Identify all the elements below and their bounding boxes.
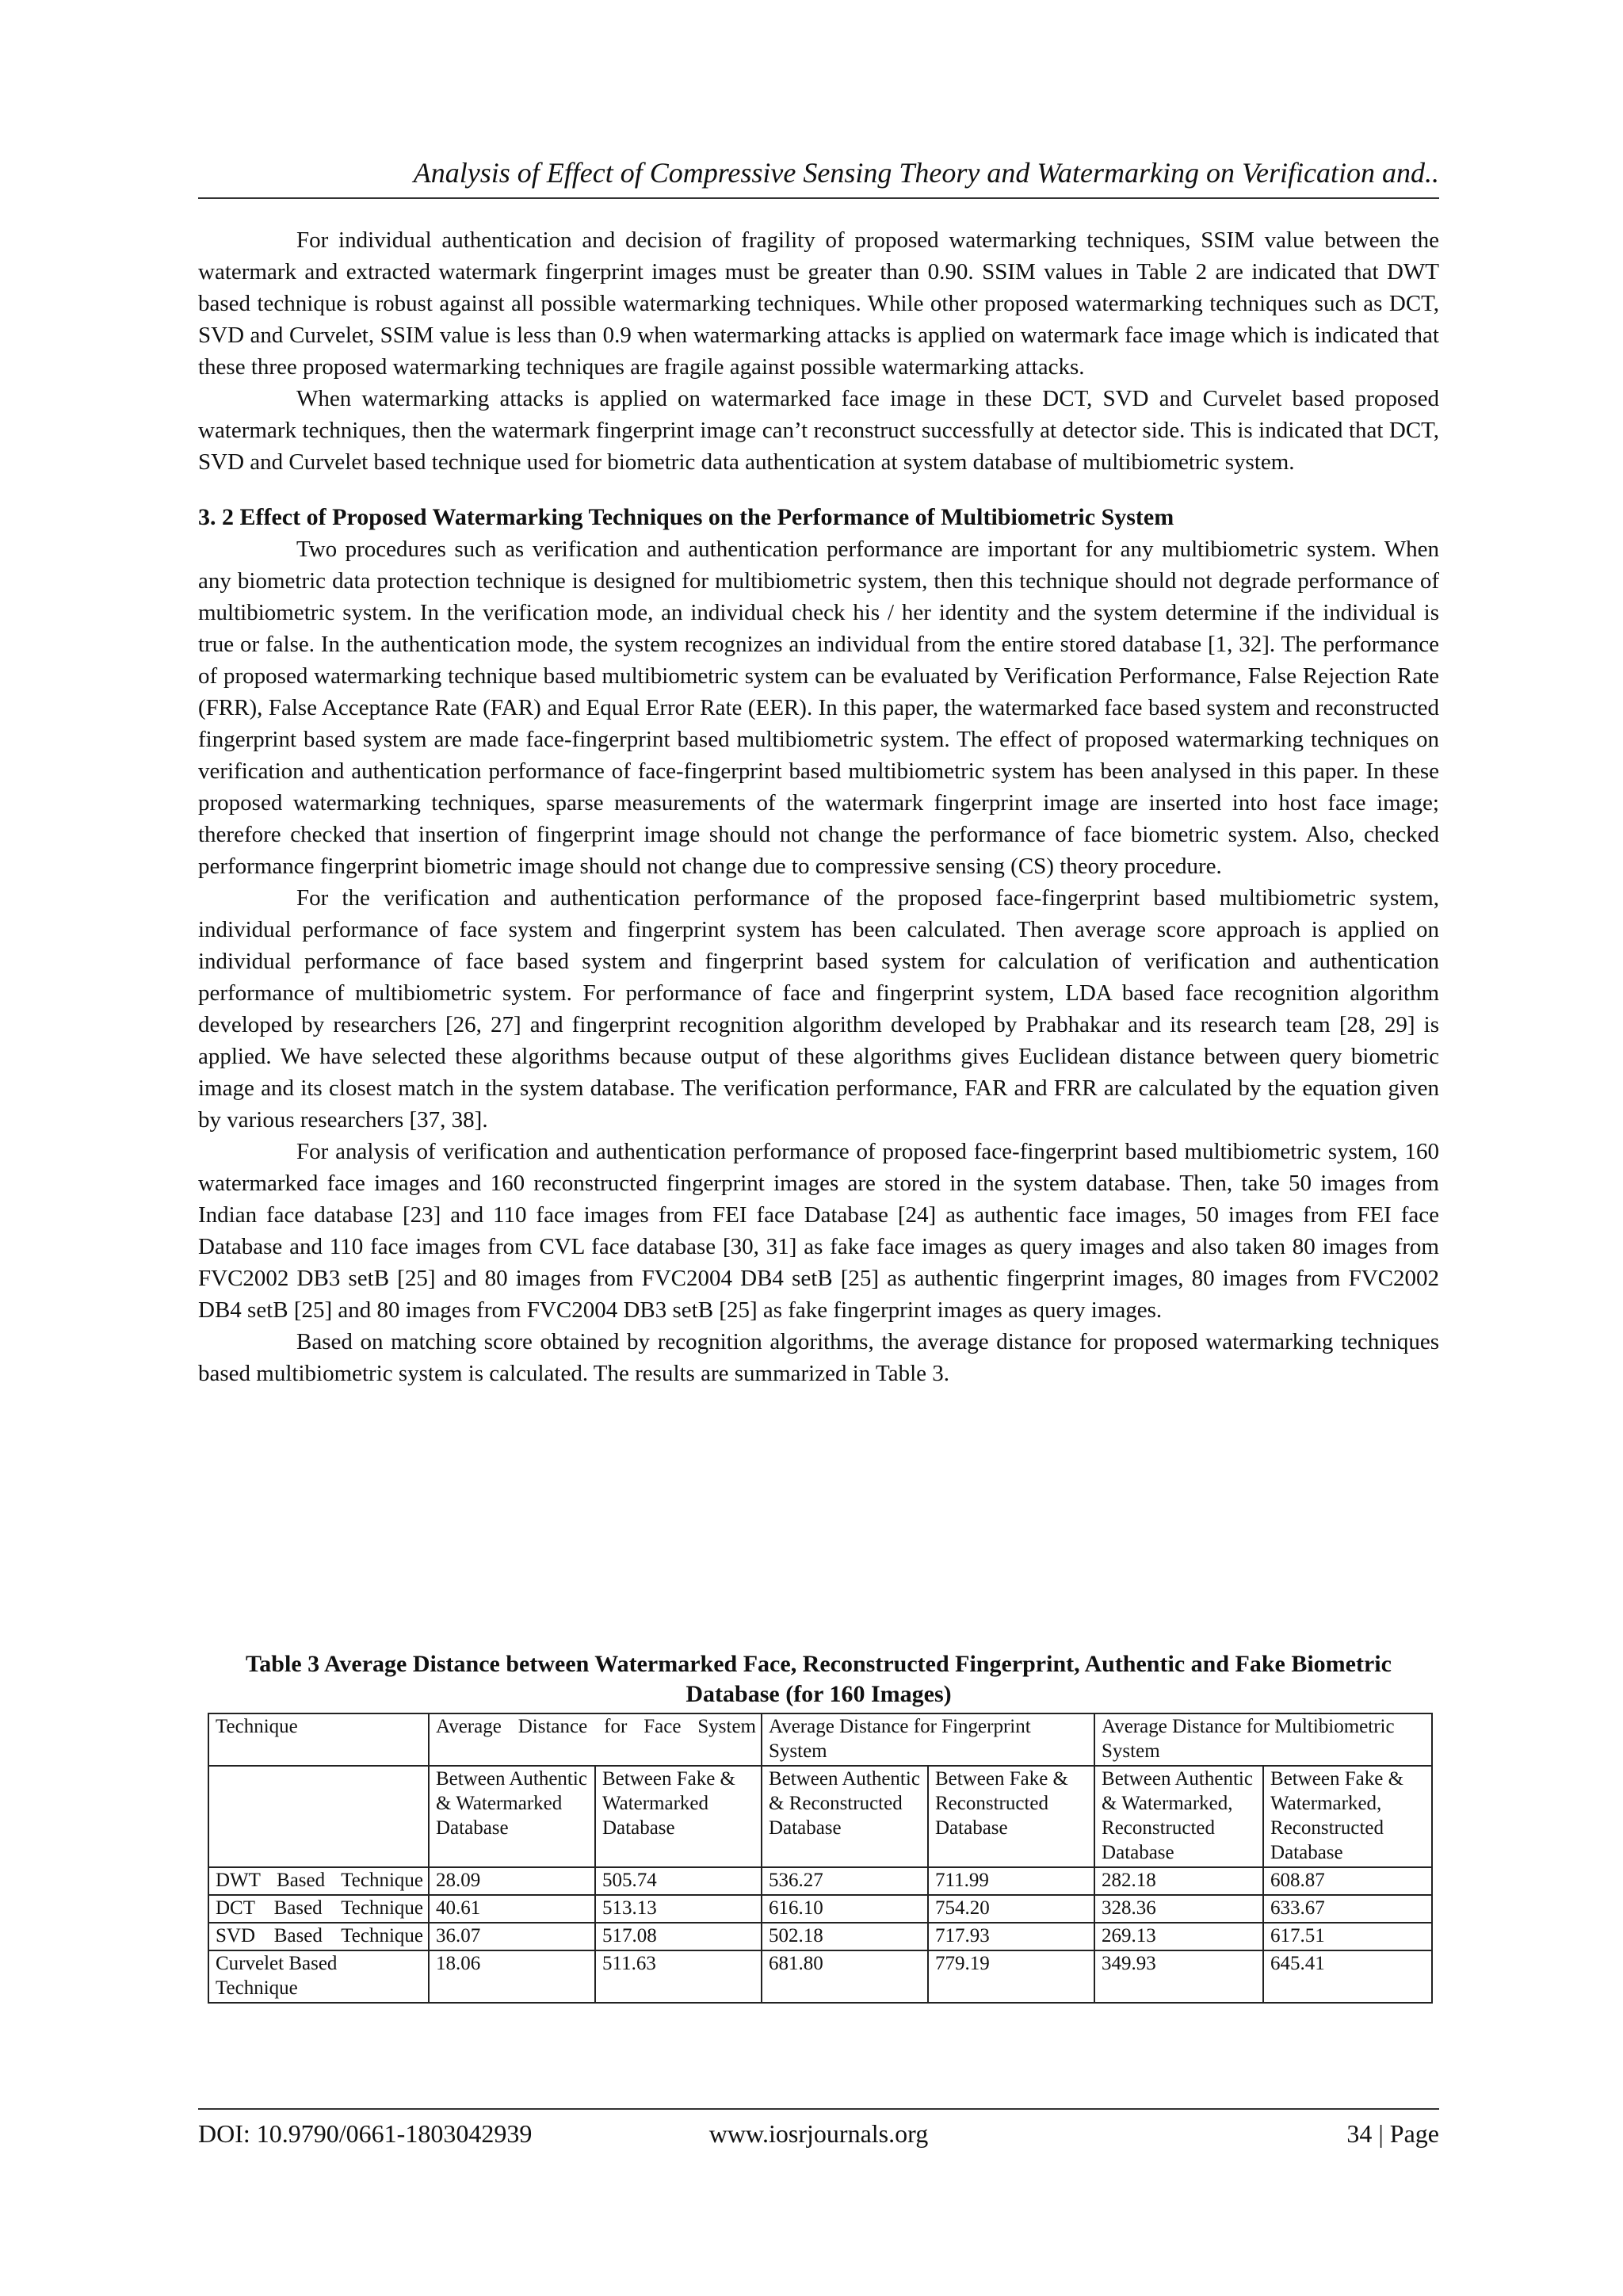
value-cell: 28.09 xyxy=(429,1867,595,1895)
journal-website: www.iosrjournals.org xyxy=(708,2119,929,2148)
value-cell: 269.13 xyxy=(1094,1923,1263,1950)
subheader-cell: Between Fake & Reconstructed Database xyxy=(928,1766,1094,1867)
corner-header: Technique xyxy=(208,1713,429,1766)
table-row xyxy=(208,1950,1432,2003)
value-cell: 349.93 xyxy=(1094,1950,1263,2003)
value-cell: 36.07 xyxy=(429,1923,595,1950)
section-heading: 3. 2 Effect of Proposed Watermarking Techniques on the Performance of Multibiometric System xyxy=(198,504,1174,530)
table-caption: Table 3 Average Distance between Watermarked Face, Reconstructed Fingerprint, Authentic and Fake Biometric Database (for 160 Images) xyxy=(246,1651,1392,1707)
doi-text: DOI: 10.9790/0661-1803042939 xyxy=(198,2119,533,2148)
paragraph: Based on matching score obtained by recognition algorithms, the average distance for proposed watermarking techniques based multibiometric system is calculated. The results are summarized in Table 3. xyxy=(198,1329,1439,1386)
technique-cell: Curvelet Based Technique xyxy=(208,1950,429,2003)
value-cell: 328.36 xyxy=(1094,1895,1263,1923)
results-table xyxy=(208,1713,1433,2004)
page-number: 34 | Page xyxy=(1346,2119,1439,2148)
empty-cell xyxy=(208,1766,429,1867)
value-cell: 511.63 xyxy=(595,1950,762,2003)
article-body xyxy=(198,224,1439,1389)
technique-cell: DWT Based Technique xyxy=(208,1867,429,1895)
value-cell: 513.13 xyxy=(595,1895,762,1923)
table-header-row xyxy=(208,1713,1432,1766)
subheader-cell: Between Authentic & Reconstructed Database xyxy=(762,1766,928,1867)
subheader-cell: Between Authentic & Watermarked, Reconstructed Database xyxy=(1094,1766,1263,1867)
value-cell: 282.18 xyxy=(1094,1867,1263,1895)
paragraph: For the verification and authentication performance of the proposed face-fingerprint based multibiometric system, individual performance of face system and fingerprint system has been calculated. Then average score approach is applied on individual performance of face based system and fingerprint based system for calculation of verification and authentication performance of multibiometric system. For performance of face and fingerprint system, LDA based face recognition algorithm developed by researchers [26, 27] and fingerprint recognition algorithm developed by Prabhakar and its research team [28, 29] is applied. We have selected these algorithms because output of these algorithms gives Euclidean distance between query biometric image and its closest match in the system database. The verification performance, FAR and FRR are calculated by the equation given by various researchers [37, 38]. xyxy=(198,885,1439,1133)
value-cell: 505.74 xyxy=(595,1867,762,1895)
value-cell: 779.19 xyxy=(928,1950,1094,2003)
footer-rule xyxy=(198,2108,1439,2110)
table-row xyxy=(208,1923,1432,1950)
value-cell: 502.18 xyxy=(762,1923,928,1950)
paragraph: Two procedures such as verification and authentication performance are important for any multibiometric system. When any biometric data protection technique is designed for multibiometric system, then this technique should not degrade performance of multibiometric system. In the verification mode, an individual check his / her identity and the system determine if the individual is true or false. In the authentication mode, the system recognizes an individual from the entire stored database [1, 32]. The performance of proposed watermarking technique based multibiometric system can be evaluated by Verification Performance, False Rejection Rate (FRR), False Acceptance Rate (FAR) and Equal Error Rate (EER). In this paper, the watermarked face based system and reconstructed fingerprint based system are made face-fingerprint based multibiometric system. The effect of proposed watermarking techniques on verification and authentication performance of face-fingerprint based multibiometric system has been analysed in this paper. In these proposed watermarking techniques, sparse measurements of the watermark fingerprint image are inserted into host face image; therefore checked that insertion of fingerprint image should not change the performance of face biometric system. Also, checked performance fingerprint biometric image should not change due to compressive sensing (CS) theory procedure. xyxy=(198,537,1439,879)
technique-cell: DCT Based Technique xyxy=(208,1895,429,1923)
paragraph: When watermarking attacks is applied on watermarked face image in these DCT, SVD and Curvelet based proposed watermark techniques, then the watermark fingerprint image can’t reconstruct successfully at detector side. This is indicated that DCT, SVD and Curvelet based technique used for biometric data authentication at system database of multibiometric system. xyxy=(198,386,1439,475)
group-header-multibiometric: Average Distance for Multibiometric System xyxy=(1094,1713,1432,1766)
running-header: Analysis of Effect of Compressive Sensing Theory and Watermarking on Verification and.. xyxy=(413,157,1439,189)
value-cell: 18.06 xyxy=(429,1950,595,2003)
value-cell: 617.51 xyxy=(1263,1923,1432,1950)
paragraph: For individual authentication and decision of fragility of proposed watermarking techniques, SSIM value between the watermark and extracted watermark fingerprint images must be greater than 0.90. SSIM values in Table 2 are indicated that DWT based technique is robust against all possible watermarking techniques. While other proposed watermarking techniques such as DCT, SVD and Curvelet, SSIM value is less than 0.9 when watermarking attacks is applied on watermark face image which is indicated that these three proposed watermarking techniques are fragile against possible watermarking attacks. xyxy=(198,227,1439,380)
subheader-cell: Between Fake & Watermarked, Reconstructed Database xyxy=(1263,1766,1432,1867)
group-header-fingerprint: Average Distance for Fingerprint System xyxy=(762,1713,1094,1766)
value-cell: 754.20 xyxy=(928,1895,1094,1923)
table-row xyxy=(208,1867,1432,1895)
table-subheader-row xyxy=(208,1766,1432,1867)
subheader-cell: Between Authentic & Watermarked Database xyxy=(429,1766,595,1867)
value-cell: 608.87 xyxy=(1263,1867,1432,1895)
group-header-face: Average Distance for Face System xyxy=(429,1713,762,1766)
value-cell: 633.67 xyxy=(1263,1895,1432,1923)
value-cell: 645.41 xyxy=(1263,1950,1432,2003)
value-cell: 536.27 xyxy=(762,1867,928,1895)
value-cell: 681.80 xyxy=(762,1950,928,2003)
technique-cell: SVD Based Technique xyxy=(208,1923,429,1950)
page-footer xyxy=(198,2116,1439,2151)
value-cell: 517.08 xyxy=(595,1923,762,1950)
value-cell: 711.99 xyxy=(928,1867,1094,1895)
value-cell: 40.61 xyxy=(429,1895,595,1923)
paragraph: For analysis of verification and authentication performance of proposed face-fingerprint based multibiometric system, 160 watermarked face images and 160 reconstructed fingerprint images are stored in the system database. Then, take 50 images from Indian face database [23] and 110 face images from FEI face Database [24] as authentic face images, 50 images from FEI face Database and 110 face images from CVL face database [30, 31] as fake face images as query images and also taken 80 images from FVC2002 DB3 setB [25] and 80 images from FVC2004 DB4 setB [25] as authentic fingerprint images, 80 images from FVC2002 DB4 setB [25] and 80 images from FVC2004 DB3 setB [25] as fake fingerprint images as query images. xyxy=(198,1139,1439,1323)
value-cell: 616.10 xyxy=(762,1895,928,1923)
subheader-cell: Between Fake & Watermarked Database xyxy=(595,1766,762,1867)
value-cell: 717.93 xyxy=(928,1923,1094,1950)
table-row xyxy=(208,1895,1432,1923)
header-rule xyxy=(198,197,1439,199)
